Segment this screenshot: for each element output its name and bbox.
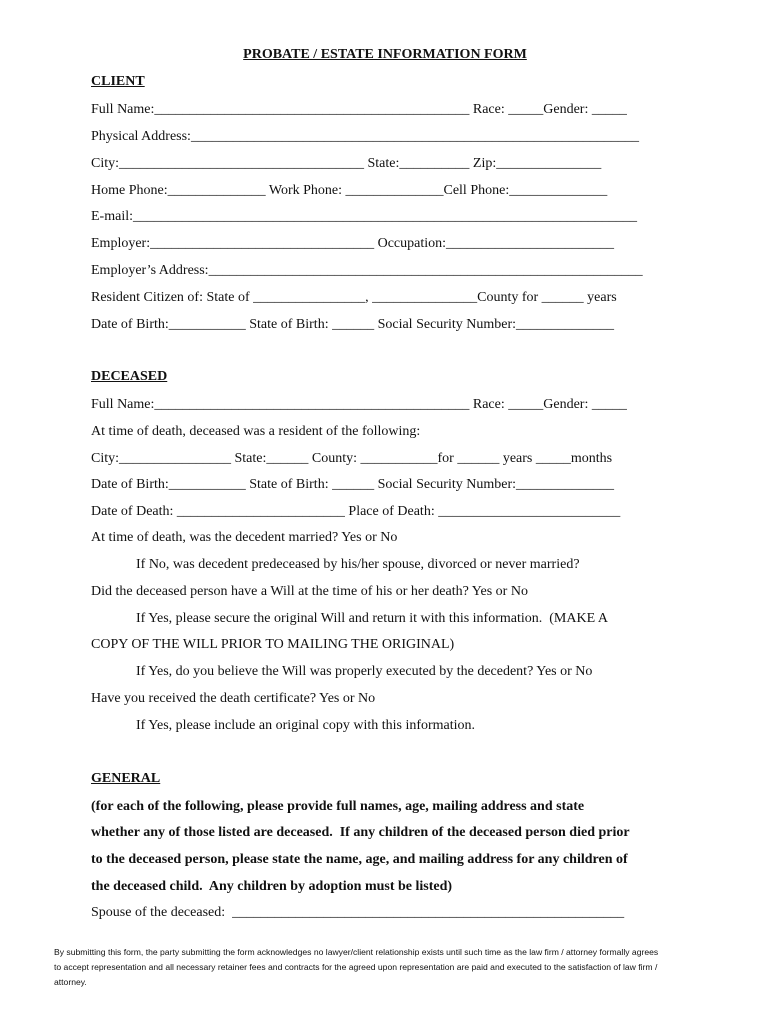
deceased-heading: DECEASED <box>91 369 168 384</box>
form-title: PROBATE / ESTATE INFORMATION FORM <box>243 47 527 62</box>
deceased-death-field[interactable]: Date of Death: ________________________ Place of Death: __________________________ <box>91 504 621 519</box>
will-copy-note: COPY OF THE WILL PRIOR TO MAILING THE ORIGINAL) <box>91 637 455 652</box>
client-physical-address-field[interactable]: Physical Address:________________________________________________________________ <box>91 129 639 144</box>
client-resident-citizen-field[interactable]: Resident Citizen of: State of ________________, _______________County for ______ years <box>91 290 617 305</box>
client-employer-field[interactable]: Employer:________________________________ Occupation:________________________ <box>91 236 615 251</box>
deceased-residence-field[interactable]: City:________________ State:______ County: ___________for ______ years _____months <box>91 451 613 466</box>
general-heading: GENERAL <box>91 771 161 786</box>
will-executed-question[interactable]: If Yes, do you believe the Will was properly executed by the decedent? Yes or No <box>136 664 593 679</box>
client-city-state-zip-field[interactable]: City:___________________________________ State:__________ Zip:_______________ <box>91 156 602 171</box>
deceased-full-name-field[interactable]: Full Name:_____________________________________________ Race: _____Gender: _____ <box>91 397 627 412</box>
general-instructions-line-4: the deceased child. Any children by adoption must be listed) <box>91 879 453 894</box>
death-certificate-instructions: If Yes, please include an original copy with this information. <box>136 718 476 733</box>
predeceased-question: If No, was decedent predeceased by his/her spouse, divorced or never married? <box>136 557 580 572</box>
spouse-of-deceased-field[interactable]: Spouse of the deceased: ________________________________________________________ <box>91 905 625 920</box>
client-birth-ssn-field[interactable]: Date of Birth:___________ State of Birth: ______ Social Security Number:______________ <box>91 317 614 332</box>
client-employer-address-field[interactable]: Employer’s Address:______________________________________________________________ <box>91 263 643 278</box>
client-heading: CLIENT <box>91 74 145 89</box>
deceased-birth-ssn-field[interactable]: Date of Birth:___________ State of Birth: ______ Social Security Number:______________ <box>91 477 614 492</box>
disclaimer-line-1: By submitting this form, the party submitting the form acknowledges no lawyer/client relationship exists until such time as the law firm / attorney formally agrees <box>54 947 659 957</box>
deceased-resident-label: At time of death, deceased was a resident of the following: <box>91 424 421 439</box>
disclaimer-footer <box>54 945 766 990</box>
general-instructions-line-1: (for each of the following, please provide full names, age, mailing address and state <box>91 799 585 814</box>
general-instructions-line-3: to the deceased person, please state the name, age, and mailing address for any children of <box>91 852 628 867</box>
death-certificate-question[interactable]: Have you received the death certificate? Yes or No <box>91 691 376 706</box>
will-question[interactable]: Did the deceased person have a Will at the time of his or her death? Yes or No <box>91 584 528 599</box>
will-instructions: If Yes, please secure the original Will and return it with this information. (MAKE A <box>136 611 608 626</box>
disclaimer-line-3: attorney. <box>54 977 87 987</box>
client-phones-field[interactable]: Home Phone:______________ Work Phone: ______________Cell Phone:______________ <box>91 183 608 198</box>
general-instructions-line-2: whether any of those listed are deceased. If any children of the deceased person died prior <box>91 825 630 840</box>
client-email-field[interactable]: E-mail:________________________________________________________________________ <box>91 209 637 224</box>
client-full-name-field[interactable]: Full Name:_____________________________________________ Race: _____Gender: _____ <box>91 102 627 117</box>
disclaimer-line-2: to accept representation and all necessary retainer fees and contracts for the agreed upon representation are paid and executed to the satisfaction of law firm / <box>54 962 658 972</box>
decedent-married-question[interactable]: At time of death, was the decedent married? Yes or No <box>91 530 398 545</box>
